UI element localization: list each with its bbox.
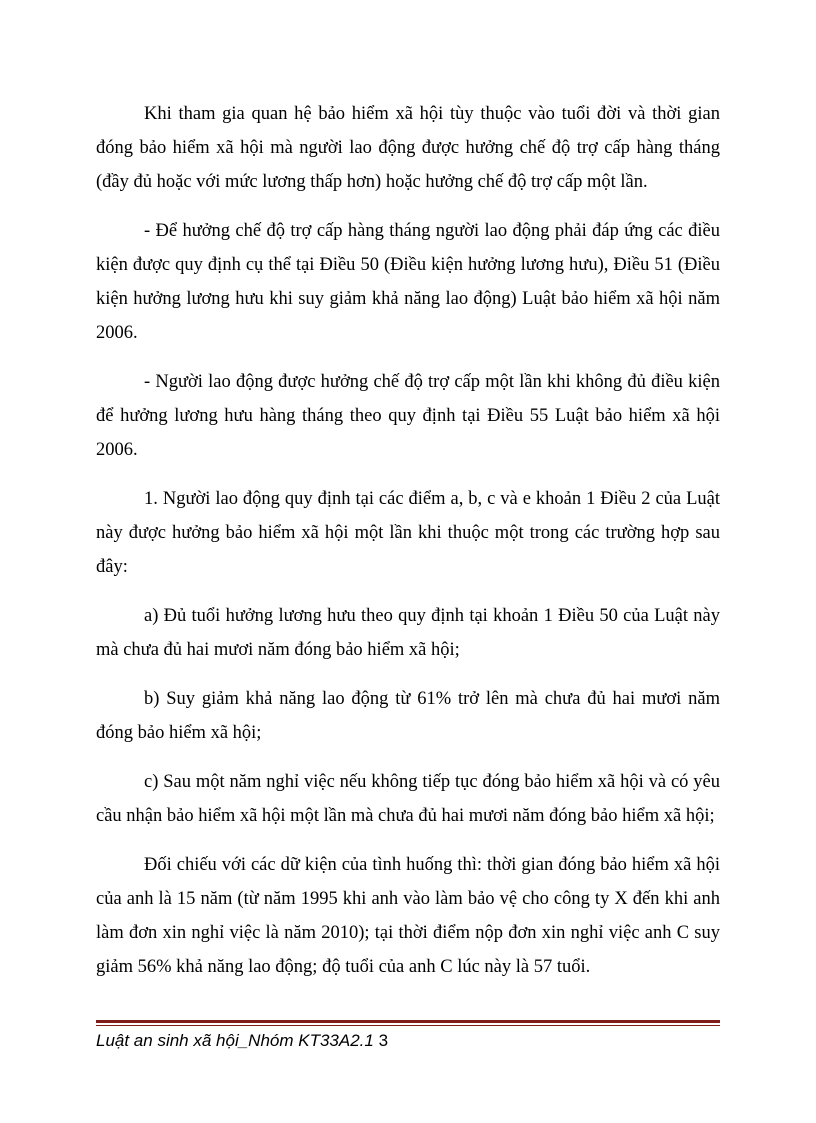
paragraph-lump-sum: - Người lao động được hưởng chế độ trợ cấp một lần khi không đủ điều kiện để hưởng lương hưu hàng tháng theo quy định tại Điều 55 Luật bảo hiểm xã hội 2006.: [96, 372, 720, 460]
page-number: 3: [378, 1031, 389, 1050]
paragraph-case-analysis: Đối chiếu với các dữ kiện của tình huống thì: thời gian đóng bảo hiểm xã hội của anh là 15 năm (từ năm 1995 khi anh vào làm bảo vệ cho công ty X đến khi anh làm đơn xin nghỉ việc là năm 2010); tại thời điểm nộp đơn xin nghỉ việc anh C suy giảm 56% khả năng lao động; độ tuổi của anh C lúc này là 57 tuổi.: [96, 855, 720, 977]
footer-rule-thick: [96, 1020, 720, 1023]
paragraph-point-b: b) Suy giảm khả năng lao động từ 61% trở lên mà chưa đủ hai mươi năm đóng bảo hiểm xã hội;: [96, 689, 720, 743]
paragraph-point-c: c) Sau một năm nghỉ việc nếu không tiếp tục đóng bảo hiểm xã hội và có yêu cầu nhận bảo hiểm xã hội một lần mà chưa đủ hai mươi năm đóng bảo hiểm xã hội;: [96, 772, 720, 826]
paragraph-point-a: a) Đủ tuổi hưởng lương hưu theo quy định tại khoản 1 Điều 50 của Luật này mà chưa đủ hai mươi năm đóng bảo hiểm xã hội;: [96, 606, 720, 660]
paragraph-monthly-allowance: - Để hưởng chế độ trợ cấp hàng tháng người lao động phải đáp ứng các điều kiện được quy định cụ thể tại Điều 50 (Điều kiện hưởng lương hưu), Điều 51 (Điều kiện hưởng lương hưu khi suy giảm khả năng lao động) Luật bảo hiểm xã hội năm 2006.: [96, 221, 720, 343]
paragraph-clause-1: 1. Người lao động quy định tại các điểm a, b, c và e khoản 1 Điều 2 của Luật này được hưởng bảo hiểm xã hội một lần khi thuộc một trong các trường hợp sau đây:: [96, 489, 720, 577]
paragraph-intro: Khi tham gia quan hệ bảo hiểm xã hội tùy thuộc vào tuổi đời và thời gian đóng bảo hiểm xã hội mà người lao động được hưởng chế độ trợ cấp hàng tháng (đầy đủ hoặc với mức lương thấp hơn) hoặc hưởng chế độ trợ cấp một lần.: [96, 104, 720, 192]
footer-rule-thin: [96, 1025, 720, 1026]
footer-title: Luật an sinh xã hội_Nhóm KT33A2.1: [96, 1031, 374, 1050]
document-body: [96, 97, 720, 999]
page-footer: [96, 1029, 388, 1053]
